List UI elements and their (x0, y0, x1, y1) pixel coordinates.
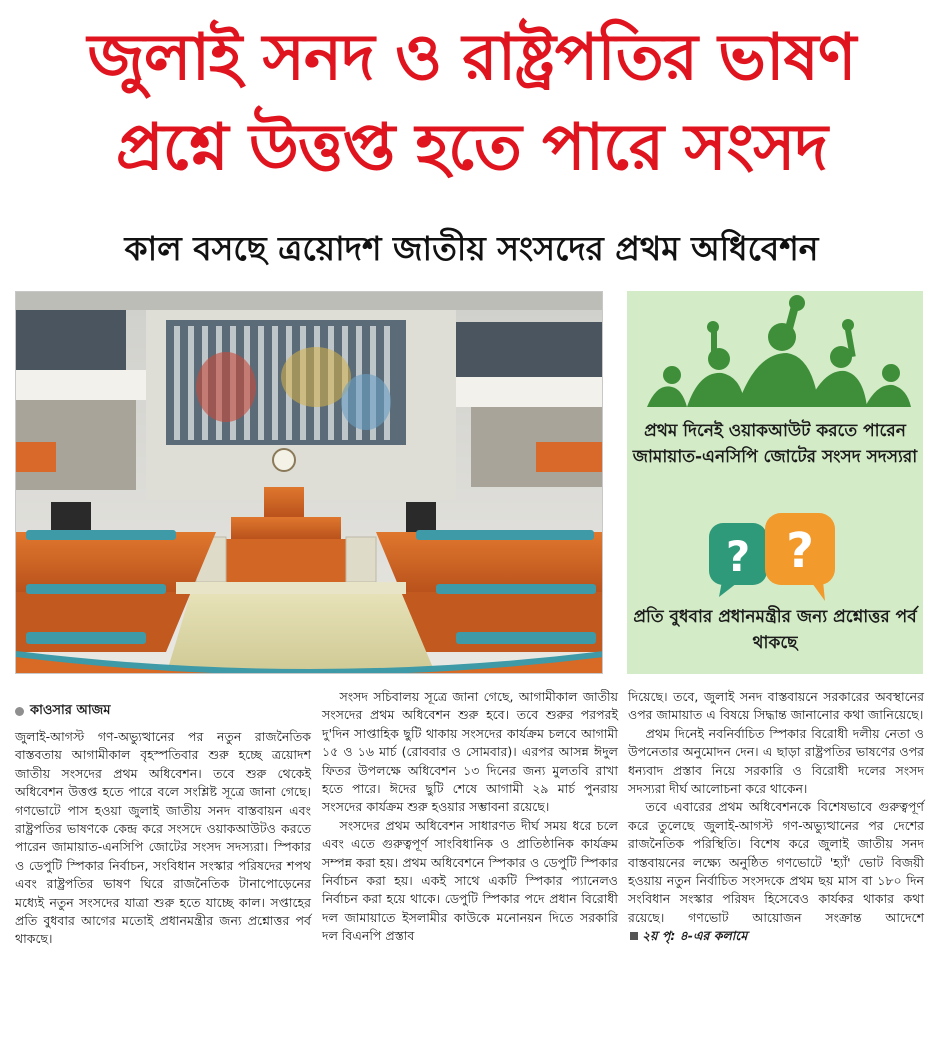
article-paragraph: সংসদের প্রথম অধিবেশন সাধারণত দীর্ঘ সময় ধরে চলে এবং এতে গুরুত্বপূর্ণ সাংবিধানিক ও প্রাতিষ্ঠানিক কার্যক্রম সম্পন্ন করা হয়। প্রথম অধিবেশনে স্পিকার ও ডেপুটি স্পিকার নির্বাচন করা হয়। একই সাথে একটি স্পিকার প্যানেলও নির্বাচন করা হয়ে থাকে। ডেপুটি স্পিকার পদে প্রধান বিরোধী দল জামায়াতে ইসলামীর কাউকে মনোনয়ন দিতে সরকারি দল বিএনপি প্রস্তাব (322, 817, 618, 944)
headline-line-2: প্রশ্নে উত্তপ্ত হতে পারে সংসদ (115, 111, 828, 185)
article-column-2 (322, 688, 618, 946)
article-paragraph-text: তবে এবারের প্রথম অধিবেশনকে বিশেষভাবে গুরুত্বপূর্ণ করে তুলেছে জুলাই-আগস্ট গণ-অভ্যুত্থানের পর দেশের রাজনৈতিক পরিস্থিতি। বিশেষ করে জুলাই জাতীয় সনদ বাস্তবায়নের লক্ষ্যে অনুষ্ঠিত গণভোটে 'হ্যাঁ' ভোট বিজয়ী হওয়ায় নতুন নির্বাচিত সংসদকে প্রথম ছয় মাস বা ১৮০ দিন সংবিধান সংস্কার পরিষদ হিসেবেও কার্যকর থাকার কথা রয়েছে। গণভোট আয়োজন সংক্রান্ত আদেশে (628, 799, 924, 925)
parliament-chamber-photo (15, 291, 603, 674)
article-paragraph: সংসদ সচিবালয় সূত্রে জানা গেছে, আগামীকাল জাতীয় সংসদের প্রথম অধিবেশন শুরু হবে। তবে শুরুর পরপরই দু'দিন সাপ্তাহিক ছুটি থাকায় সংসদের কার্যক্রম চলবে আগামী ১৫ ও ১৬ মার্চ (রোববার ও সোমবার)। এরপর আসন্ন ঈদুল ফিতর উপলক্ষে অধিবেশন ১৩ দিনের জন্য মুলতবি রাখা হতে পারে। ঈদের ছুটি শেষে আগামী ২৯ মার্চ পুনরায় সংসদের কার্যক্রম শুরু হওয়ার সম্ভাবনা রয়েছে। (322, 689, 618, 815)
subheadline: কাল বসছে ত্রয়োদশ জাতীয় সংসদের প্রথম অধিবেশন (124, 229, 819, 268)
question-mark-icon (709, 513, 835, 601)
article-column-3 (628, 688, 924, 946)
byline (15, 700, 311, 722)
bullet-icon (15, 707, 24, 716)
highlight-item-1: প্রথম দিনেই ওয়াকআউট করতে পারেন জামায়াত-এনসিপি জোটের সংসদ সদস্যরা (632, 421, 918, 467)
article-paragraph: প্রথম দিনেই নবনির্বাচিত স্পিকার বিরোধী দলীয় নেতা ও উপনেতার অনুমোদন দেন। এ ছাড়া রাষ্ট্রপতির ভাষণের ওপর ধন্যবাদ প্রস্তাব নিয়ে সরকারি ও বিরোধী দলের সংসদ সদস্যরা দীর্ঘ আলোচনা করে থাকেন। (628, 725, 924, 797)
svg-text:?: ? (786, 523, 814, 579)
article-paragraph: দিয়েছে। তবে, জুলাই সনদ বাস্তবায়নে সরকারের অবস্থানের ওপর জামায়াত এ বিষয়ে সিদ্ধান্ত জানানোর কথা জানিয়েছে। (628, 689, 924, 723)
article-paragraph-last (628, 798, 924, 945)
headline-line-1: জুলাই সনদ ও রাষ্ট্রপতির ভাষণ (87, 21, 856, 95)
highlight-item-2: প্রতি বুধবার প্রধানমন্ত্রীর জন্য প্রশ্নোত্তর পর্ব থাকছে (633, 607, 917, 653)
byline-author: কাওসার আজম (30, 702, 111, 718)
square-bullet-icon (630, 932, 638, 940)
continued-reference[interactable]: ২য় পৃ: ৪-এর কলামে (628, 928, 747, 943)
svg-text:?: ? (725, 532, 751, 581)
article-paragraph: জুলাই-আগস্ট গণ-অভ্যুত্থানের পর নতুন রাজনৈতিক বাস্তবতায় আগামীকাল বৃহস্পতিবার শুরু হচ্ছে ত্রয়োদশ জাতীয় সংসদের প্রথম অধিবেশন। তবে শুরু থেকেই অধিবেশন উত্তপ্ত হতে পারে বলে সংশ্লিষ্ট সূত্রে জানা গেছে। গণভোটে পাস হওয়া জুলাই জাতীয় সনদ বাস্তবায়ন এবং রাষ্ট্রপতির ভাষণকে কেন্দ্র করে সংসদে ওয়াকআউটও করতে পারেন জামায়াত-এনসিপি জোটের সংসদ সদস্যরা। স্পিকার ও ডেপুটি স্পিকার নির্বাচন, সংবিধান সংস্কার পরিষদের শপথ এবং রাষ্ট্রপতির ভাষণ ঘিরে রাজনৈতিক টানাপোড়েনের মধ্যেই নতুন সংসদের যাত্রা শুরু হতে যাচ্ছে কাল। সপ্তাহের প্রতি বুধবার আগের মতোই প্রধানমন্ত্রীর জন্য প্রশ্নোত্তর পর্ব থাকছে। (15, 729, 311, 947)
article-column-1 (15, 700, 311, 949)
